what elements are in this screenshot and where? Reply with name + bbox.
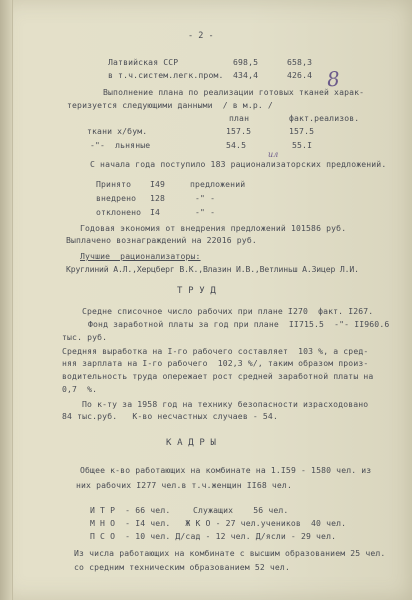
fabric-cotton-label: ткани х/бум.	[87, 126, 148, 136]
labour-line-8: По к-ту за 1958 год на технику безопасности израсходовано	[82, 399, 369, 409]
rationalization-intro: С начала года поступило 183 рационализаторских предложений.	[90, 159, 387, 169]
labour-line-1: Средне списочное число рабочих при плане I270 факт. I267.	[82, 306, 374, 316]
annual-savings-line: Годовая экономия от внедрения предложений 101586 руб.	[80, 223, 347, 233]
fabric-cotton-plan: 157.5	[226, 126, 252, 136]
handwritten-insertion: ил	[268, 150, 279, 159]
page-binding-edge	[0, 0, 13, 600]
labour-line-4: Средняя выработка на I-го рабочего составляет 103 %, а сред-	[62, 346, 369, 356]
proposals-accepted-label: Принято	[96, 179, 132, 189]
labour-line-5: няя зарплата на I-го рабочего 102,3 %/, таким образом произ-	[62, 358, 369, 368]
proposals-rejected-count: I4	[150, 207, 161, 217]
labour-line-6: водительность труда опережает рост средней заработной платы на	[62, 371, 374, 381]
fabric-linen-fact: 55.I	[292, 140, 313, 150]
fabric-linen-plan: 54.5	[226, 140, 247, 150]
section-heading-personnel: К А Д Р Ы	[166, 438, 217, 448]
personnel-line-2: них рабочих I277 чел.в т.ч.женщин II68 чел.	[76, 480, 292, 490]
page-number: - 2 -	[188, 31, 214, 41]
proposals-rejected-label: отклонено	[96, 207, 142, 217]
fabric-linen-label: -"- льняные	[90, 140, 151, 150]
sales-plan-paragraph-line1: Выполнение плана по реализации готовых тканей харак-	[103, 87, 365, 97]
personnel-line-1: Общее к-во работающих на комбинате на 1.I59 - 1580 чел. из	[80, 465, 372, 475]
row-latvian-ssr-plan: 698,5	[233, 57, 259, 67]
proposals-rejected-unit: -" -	[195, 207, 216, 217]
proposals-accepted-count: I49	[150, 179, 166, 189]
proposals-accepted-unit: предложений	[190, 179, 246, 189]
personnel-itr: И Т Р - 66 чел.	[90, 505, 171, 515]
row-latvian-ssr-label: Латвийская ССР	[108, 57, 179, 67]
handwritten-page-mark: 8	[326, 66, 341, 92]
personnel-mno-line: М Н О - I4 чел. Ж К О - 27 чел.учеников 40 чел.	[90, 518, 347, 528]
labour-line-2: Фонд заработной платы за год при плане II715.5 -"- II960.6	[88, 319, 390, 329]
proposals-implemented-count: 128	[150, 193, 166, 203]
rewards-paid-line: Выплачено вознаграждений на 22016 руб.	[66, 235, 257, 245]
education-line-1: Из числа работающих на комбинате с высшим образованием 25 чел.	[74, 548, 386, 558]
personnel-employees: Служащих 56 чел.	[193, 505, 289, 515]
fabric-cotton-fact: 157.5	[289, 126, 315, 136]
row-latvian-ssr-fact: 658,3	[287, 57, 313, 67]
best-rationalizers-heading: Лучшие рационализаторы:	[80, 251, 201, 261]
best-rationalizers-names: Круглиний А.Л.,Херцберг В.К.,Влазин И.В.,Ветлиньш А.Зицер Л.И.	[66, 264, 359, 274]
sales-plan-paragraph-line2: теризуется следующими данными / в м.р. /	[67, 100, 273, 110]
labour-line-7: 0,7 %.	[62, 384, 98, 394]
proposals-implemented-unit: -" -	[195, 193, 216, 203]
labour-line-9: 84 тыс.руб. К-во несчастных случаев - 54.	[62, 411, 278, 421]
fabric-table-header-fact: факт.реализов.	[289, 113, 360, 123]
section-heading-labour: Т Р У Д	[177, 286, 216, 296]
row-light-industry-fact: 426.4	[287, 70, 313, 80]
personnel-pso-line: П С О - 10 чел. Д/сад - 12 чел. Д/ясли - 29 чел.	[90, 531, 337, 541]
proposals-implemented-label: внедрено	[96, 193, 137, 203]
row-light-industry-plan: 434,4	[233, 70, 259, 80]
labour-line-3: тыс. руб.	[62, 332, 108, 342]
education-line-2: со средним техническим образованием 52 чел.	[74, 562, 290, 572]
fabric-table-header-plan: план	[229, 113, 250, 123]
row-light-industry-label: в т.ч.систем.легк.пром.	[108, 70, 224, 80]
